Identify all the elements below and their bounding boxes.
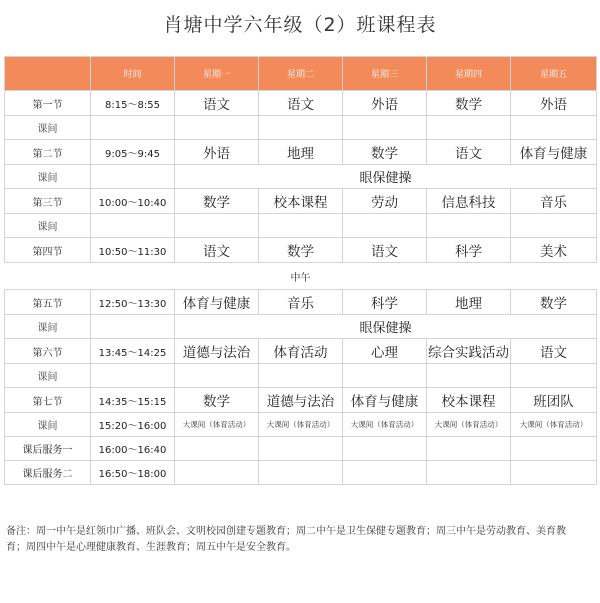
period-time: 8:15～8:55 <box>91 91 175 116</box>
period-row <box>5 140 597 165</box>
activity-cell: 大课间（体育活动） <box>511 413 597 437</box>
subject-cell: 道德与法治 <box>259 388 343 413</box>
period-row <box>5 91 597 116</box>
subject-cell: 数学 <box>175 388 259 413</box>
period-name: 第四节 <box>5 238 91 263</box>
subject-cell: 语文 <box>343 238 427 263</box>
subject-cell: 音乐 <box>511 189 597 214</box>
activity-cell: 大课间（体育活动） <box>427 413 511 437</box>
subject-cell: 心理 <box>343 339 427 364</box>
subject-cell: 语文 <box>427 140 511 165</box>
period-time: 10:00～10:40 <box>91 189 175 214</box>
noon-label: 中午 <box>5 263 597 290</box>
subject-cell: 数学 <box>427 91 511 116</box>
service-time: 16:50～18:00 <box>91 461 175 485</box>
activity-cell: 大课间（体育活动） <box>175 413 259 437</box>
service-time: 16:00～16:40 <box>91 437 175 461</box>
subject-cell: 外语 <box>343 91 427 116</box>
period-row <box>5 290 597 315</box>
break-label: 课间 <box>5 165 91 189</box>
subject-cell: 道德与法治 <box>175 339 259 364</box>
period-name: 第七节 <box>5 388 91 413</box>
subject-cell: 数学 <box>343 140 427 165</box>
break-time: 15:20～16:00 <box>91 413 175 437</box>
eye-exercise-cell: 眼保健操 <box>175 315 597 339</box>
subject-cell: 音乐 <box>259 290 343 315</box>
break-label: 课间 <box>5 413 91 437</box>
break-label: 课间 <box>5 116 91 140</box>
activity-cell: 大课间（体育活动） <box>343 413 427 437</box>
subject-cell: 体育活动 <box>259 339 343 364</box>
timetable <box>4 56 597 485</box>
subject-cell: 体育与健康 <box>511 140 597 165</box>
service-name: 课后服务二 <box>5 461 91 485</box>
subject-cell: 外语 <box>175 140 259 165</box>
subject-cell: 地理 <box>427 290 511 315</box>
break-row <box>5 364 597 388</box>
subject-cell: 语文 <box>511 339 597 364</box>
activity-cell: 大课间（体育活动） <box>259 413 343 437</box>
break-row <box>5 116 597 140</box>
subject-cell: 校本课程 <box>259 189 343 214</box>
header-wednesday: 星期三 <box>343 57 427 91</box>
break-row <box>5 165 597 189</box>
subject-cell: 科学 <box>427 238 511 263</box>
period-time: 10:50～11:30 <box>91 238 175 263</box>
period-row <box>5 339 597 364</box>
period-name: 第五节 <box>5 290 91 315</box>
subject-cell: 外语 <box>511 91 597 116</box>
break-row <box>5 315 597 339</box>
subject-cell: 体育与健康 <box>343 388 427 413</box>
eye-exercise-cell: 眼保健操 <box>175 165 597 189</box>
break-label: 课间 <box>5 315 91 339</box>
subject-cell: 班团队 <box>511 388 597 413</box>
subject-cell: 科学 <box>343 290 427 315</box>
break-label: 课间 <box>5 214 91 238</box>
header-friday: 星期五 <box>511 57 597 91</box>
subject-cell: 体育与健康 <box>175 290 259 315</box>
subject-cell: 信息科技 <box>427 189 511 214</box>
header-thursday: 星期四 <box>427 57 511 91</box>
service-name: 课后服务一 <box>5 437 91 461</box>
period-time: 14:35～15:15 <box>91 388 175 413</box>
subject-cell: 语文 <box>259 91 343 116</box>
subject-cell: 数学 <box>175 189 259 214</box>
subject-cell: 地理 <box>259 140 343 165</box>
header-blank <box>5 57 91 91</box>
subject-cell: 语文 <box>175 91 259 116</box>
subject-cell: 综合实践活动 <box>427 339 511 364</box>
subject-cell: 校本课程 <box>427 388 511 413</box>
break-label: 课间 <box>5 364 91 388</box>
header-row <box>5 57 597 91</box>
header-time: 时间 <box>91 57 175 91</box>
period-row <box>5 238 597 263</box>
header-tuesday: 星期二 <box>259 57 343 91</box>
service-row <box>5 461 597 485</box>
period-time: 12:50～13:30 <box>91 290 175 315</box>
noon-row <box>5 263 597 290</box>
period-time: 9:05～9:45 <box>91 140 175 165</box>
subject-cell: 劳动 <box>343 189 427 214</box>
final-break-row <box>5 413 597 437</box>
subject-cell: 语文 <box>175 238 259 263</box>
period-name: 第六节 <box>5 339 91 364</box>
footnote <box>6 524 594 556</box>
subject-cell: 数学 <box>511 290 597 315</box>
service-row <box>5 437 597 461</box>
period-name: 第一节 <box>5 91 91 116</box>
timetable-title: 肖塘中学六年级（2）班课程表 <box>163 14 437 36</box>
footnote-line: 备注：周一中午是红领巾广播、班队会、文明校园创建专题教育；周二中午是卫生保健专题教育；周三中午是劳动教育、美育教 <box>6 526 566 537</box>
period-row <box>5 388 597 413</box>
break-row <box>5 214 597 238</box>
period-name: 第三节 <box>5 189 91 214</box>
header-monday: 星期一 <box>175 57 259 91</box>
footnote-line: 育；周四中午是心理健康教育、生涯教育；周五中午是安全教育。 <box>6 542 296 553</box>
period-time: 13:45～14:25 <box>91 339 175 364</box>
period-row <box>5 189 597 214</box>
period-name: 第二节 <box>5 140 91 165</box>
subject-cell: 美术 <box>511 238 597 263</box>
subject-cell: 数学 <box>259 238 343 263</box>
